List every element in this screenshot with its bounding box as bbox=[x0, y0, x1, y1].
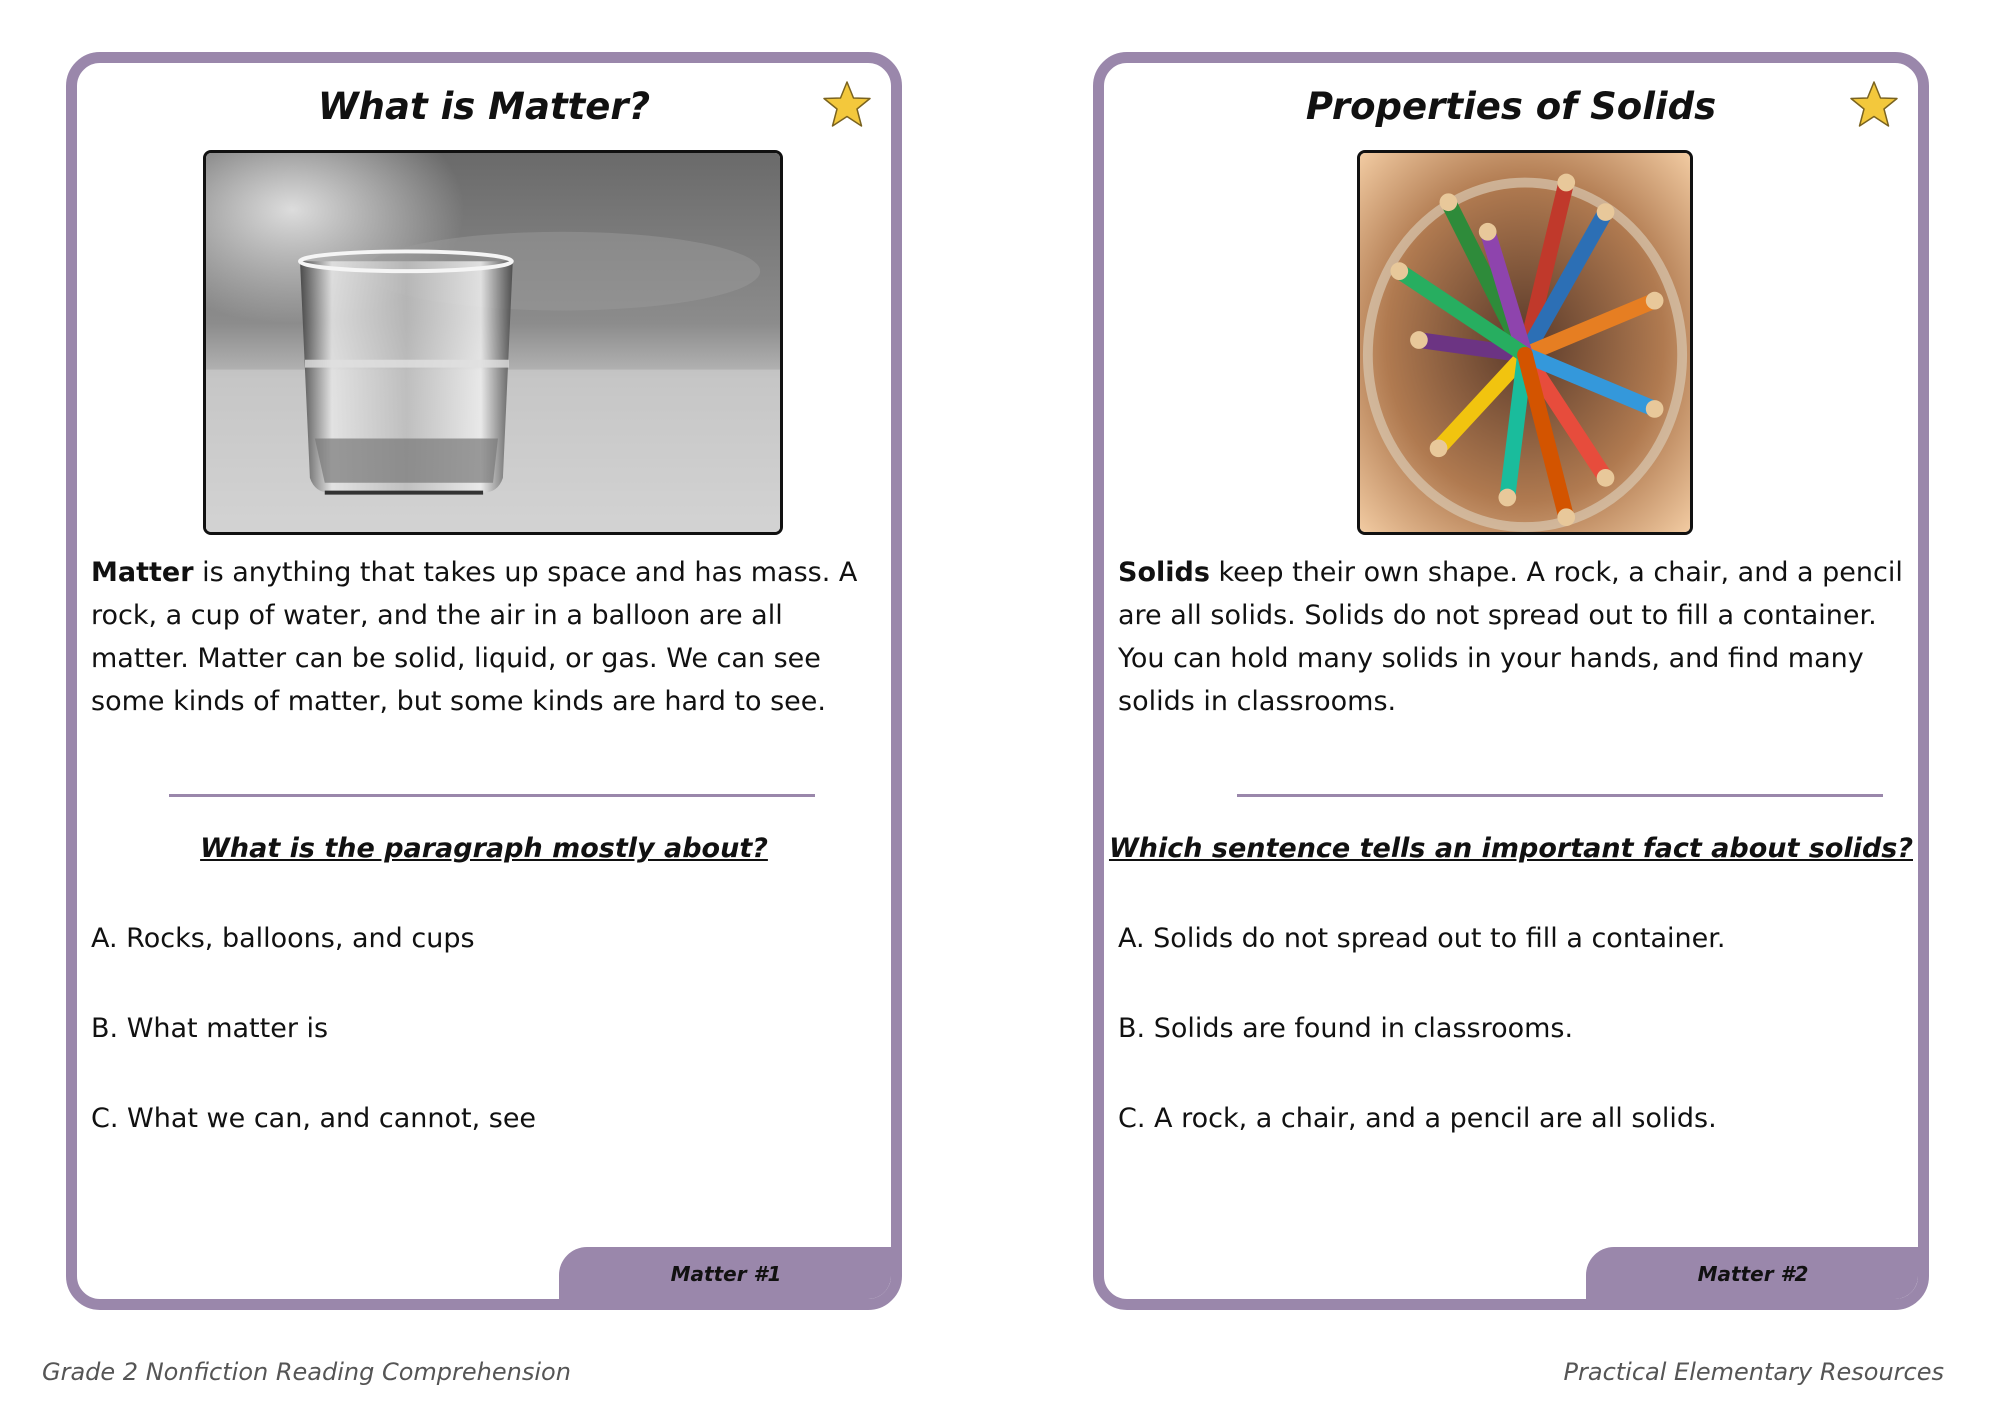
star-icon bbox=[1848, 79, 1900, 131]
passage bbox=[1118, 551, 1906, 723]
passage-text: keep their own shape. A rock, a chair, and a pencil are all solids. Solids do not spread out to fill a container. You can hold many solids in your hands, and find many solids in classrooms. bbox=[1118, 557, 1903, 717]
reading-card-matter-2 bbox=[1093, 52, 1929, 1310]
passage-text: is anything that takes up space and has mass. A rock, a cup of water, and the air in a balloon are all matter. Matter can be solid, liquid, or gas. We can see some kinds of matter, but some kinds are hard to see. bbox=[91, 557, 858, 717]
reading-card-matter-1 bbox=[66, 52, 902, 1310]
answer-option-c[interactable]: C. What we can, and cannot, see bbox=[91, 1103, 537, 1134]
card-label-tab: Matter #2 bbox=[1586, 1247, 1920, 1301]
answer-option-c[interactable]: C. A rock, a chair, and a pencil are all solids. bbox=[1118, 1103, 1717, 1134]
answer-option-b[interactable]: B. What matter is bbox=[91, 1013, 329, 1044]
question: Which sentence tells an important fact about solids? bbox=[1108, 833, 1913, 864]
passage bbox=[91, 551, 879, 723]
water-glass-photo bbox=[203, 150, 783, 535]
card-title: What is Matter? bbox=[317, 85, 651, 128]
card-label-tab: Matter #1 bbox=[559, 1247, 893, 1301]
footer-series-title: Grade 2 Nonfiction Reading Comprehension bbox=[42, 1358, 571, 1386]
divider bbox=[169, 794, 815, 797]
passage-term: Solids bbox=[1118, 557, 1210, 588]
answer-option-a[interactable]: A. Rocks, balloons, and cups bbox=[91, 923, 475, 954]
passage-term: Matter bbox=[91, 557, 194, 588]
answer-option-a[interactable]: A. Solids do not spread out to fill a container. bbox=[1118, 923, 1726, 954]
footer-publisher: Practical Elementary Resources bbox=[1563, 1358, 1944, 1386]
divider bbox=[1237, 794, 1883, 797]
answer-option-b[interactable]: B. Solids are found in classrooms. bbox=[1118, 1013, 1574, 1044]
card-title: Properties of Solids bbox=[1305, 85, 1717, 128]
colored-pencils-photo bbox=[1357, 150, 1693, 535]
question: What is the paragraph mostly about? bbox=[200, 833, 768, 864]
star-icon bbox=[821, 79, 873, 131]
